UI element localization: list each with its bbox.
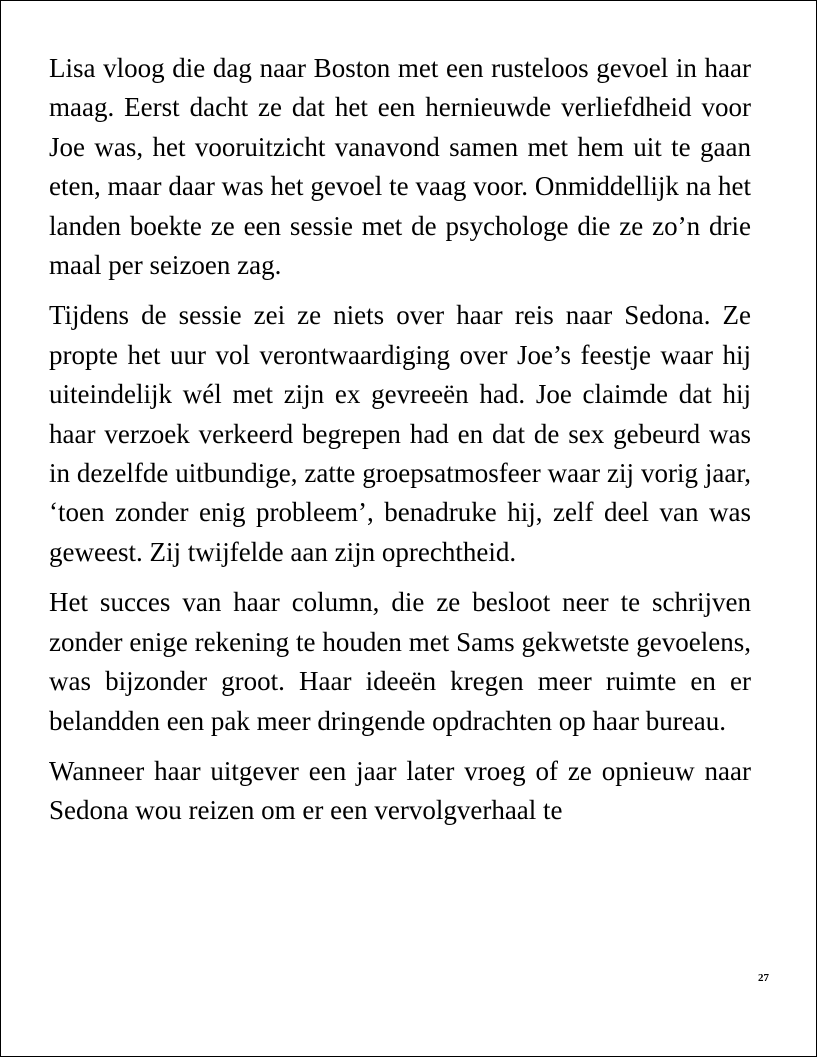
paragraph-3: Het succes van haar column, die ze besloot neer te schrijven zonder enige rekening te houden met Sams gekwetste gevoelens, was bijzonder groot. Haar ideeën kregen meer ruimte en er belandden een pak meer dringende opdrachten op haar bureau. <box>49 587 751 736</box>
paragraph-2: Tijdens de sessie zei ze niets over haar reis naar Sedona. Ze propte het uur vol verontwaardiging over Joe’s feestje waar hij uiteindelijk wél met zijn ex gevreeën had. Joe claimde dat hij haar verzoek verkeerd begrepen had en dat de sex gebeurd was in dezelfde uitbundige, zatte groepsatmosfeer waar zij vorig jaar, ‘toen zonder enig probleem’, benadruke hij, zelf deel van was geweest. Zij twijfelde aan zijn oprechtheid. <box>49 300 751 567</box>
paragraph-1: Lisa vloog die dag naar Boston met een rusteloos gevoel in haar maag. Eerst dacht ze dat het een hernieuwde verliefdheid voor Joe was, het vooruitzicht vanavond samen met hem uit te gaan eten, maar daar was het gevoel te vaag voor. Onmiddellijk na het landen boekte ze een sessie met de psychologe die ze zo’n drie maal per seizoen zag. <box>49 53 751 281</box>
page-number: 27 <box>758 972 769 984</box>
paragraph-4: Wanneer haar uitgever een jaar later vroeg of ze opnieuw naar Sedona wou reizen om er een vervolgverhaal te <box>49 755 751 826</box>
body-text <box>49 49 751 842</box>
